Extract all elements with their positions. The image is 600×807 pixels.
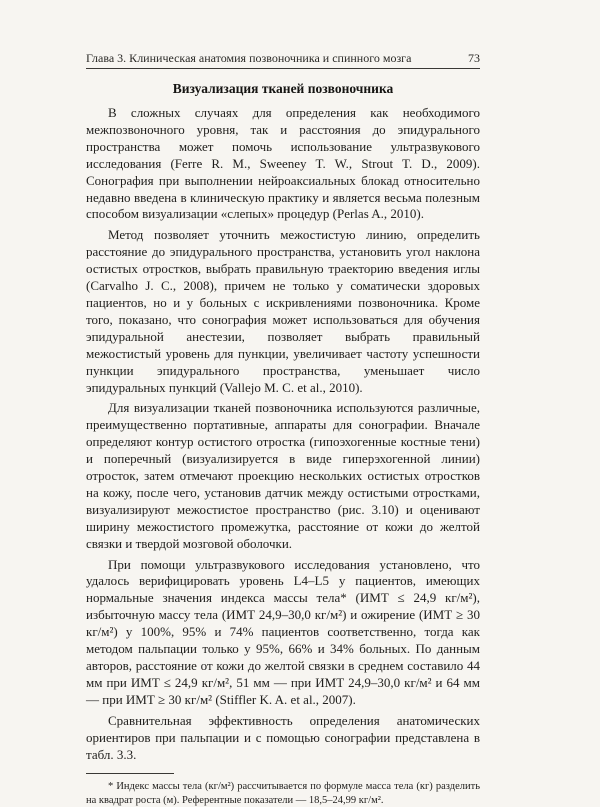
paragraph-3: Для визуализации тканей позвоночника используются различные, преимущественно портативные, аппараты для сонографии. Вначале определяют контур остистого отростка (гипоэхогенные костные тени) и поперечный (визуализируется в виде гиперэхогенной линии) отросток, затем отмечают проекцию нескольких остистых отростков на кожу, после чего, установив датчик между остистыми отростками, визуализируют межостистое пространство (рис. 3.10) и оценивают ширину межостистого промежутка, расстояние от кожи до желтой связки и твердой мозговой оболочки. <box>86 400 480 551</box>
footnote-rule <box>86 773 174 774</box>
page-body <box>86 80 480 807</box>
paragraph-1: В сложных случаях для определения как необходимого межпозвоночного уровня, так и расстояния до эпидурального пространства может помочь использование ультразвукового исследования (Ferre R. M., Sweeney T. W., Strout T. D., 2009). Сонография при выполнении нейроаксиальных блокад относительно недавно введена в клиническую практику и является весьма полезным способом визуализации «слепых» процедур (Perlas A., 2010). <box>86 105 480 222</box>
running-header <box>86 50 480 66</box>
header-rule <box>86 68 480 69</box>
running-title: Глава 3. Клиническая анатомия позвоночника и спинного мозга <box>86 51 412 65</box>
section-title: Визуализация тканей позвоночника <box>172 81 394 96</box>
page-number: 73 <box>468 51 480 65</box>
paragraph-4: При помощи ультразвукового исследования установлено, что удалось верифицировать уровень L4–L5 у пациентов, имеющих нормальные значения индекса массы тела* (ИМТ ≤ 24,9 кг/м²), избыточную массу тела (ИМТ 24,9–30,0 кг/м²) и ожирение (ИМТ ≥ 30 кг/м²) у 100%, 95% и 74% пациентов соответственно, тогда как методом пальпации только у 95%, 66% и 34% больных. По данным авторов, расстояние от кожи до желтой связки в среднем составило 44 мм при ИМТ ≤ 24,9 кг/м², 51 мм — при ИМТ 24,9–30,0 кг/м² и 64 мм — при ИМТ ≥ 30 кг/м² (Stiffler K. A. et al., 2007). <box>86 556 480 707</box>
footnote: * Индекс массы тела (кг/м²) рассчитывается по формуле масса тела (кг) разделить на квадрат роста (м). Референтные показатели — 18,5–24,99 кг/м². <box>86 781 480 806</box>
paragraph-5: Сравнительная эффективность определения анатомических ориентиров при пальпации и с помощью сонографии представлена в табл. 3.3. <box>86 712 480 762</box>
paragraph-2: Метод позволяет уточнить межостистую линию, определить расстояние до эпидурального пространства, установить угол наклона остистых отростков, выбрать правильную траекторию введения иглы (Carvalho J. C., 2008), причем не только у соматически здоровых пациентов, но и у больных с искривлениями позвоночника. Кроме того, показано, что сонография может использоваться для обучения эпидуральной анестезии, позволяет выбрать правильный межостистый уровень для пункции, увеличивает частоту успешности пункции эпидурального пространства, уменьшает число эпидуральных пункций (Vallejo M. C. et al., 2010). <box>86 227 480 395</box>
